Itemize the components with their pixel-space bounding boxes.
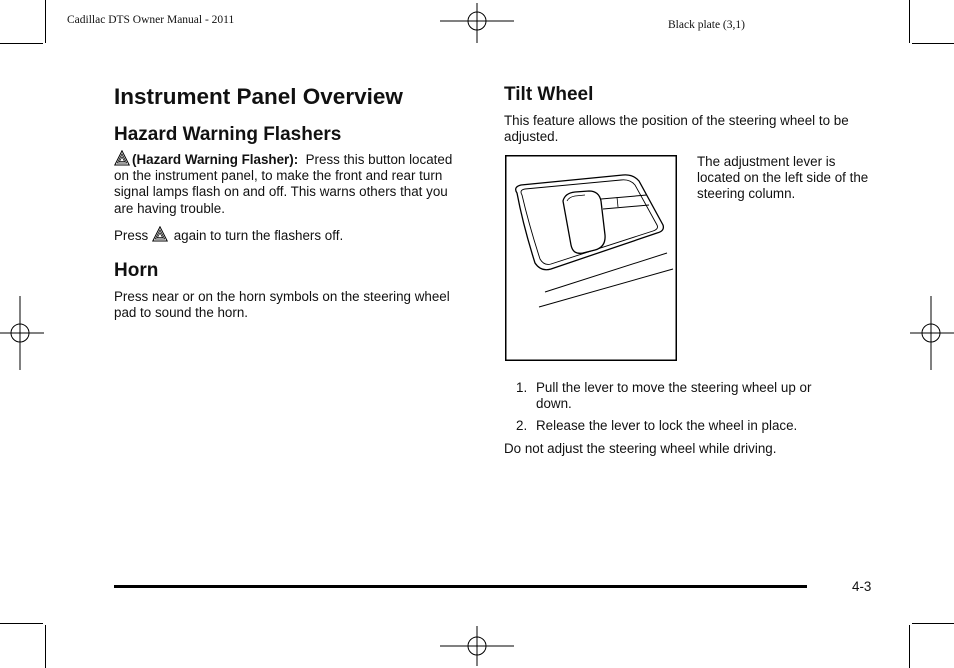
page-number: 4-3 xyxy=(852,579,872,594)
step-number: 1. xyxy=(516,380,528,395)
crop-mark xyxy=(45,0,46,43)
horn-heading: Horn xyxy=(114,260,159,281)
hazard-term: (Hazard Warning Flasher): xyxy=(132,152,299,167)
hazard-triangle-icon xyxy=(114,150,130,166)
footer-rule xyxy=(114,585,807,588)
step-2 xyxy=(504,418,834,434)
step-1 xyxy=(504,380,834,412)
crop-mark xyxy=(912,623,954,624)
tilt-intro: This feature allows the position of the steering wheel to be adjusted. xyxy=(504,113,849,145)
steering-column-illustration xyxy=(505,155,677,361)
hazard-description xyxy=(114,150,470,217)
page-title: Instrument Panel Overview xyxy=(114,84,403,109)
crop-mark xyxy=(909,0,910,43)
crop-mark xyxy=(0,623,43,624)
step-number: 2. xyxy=(516,418,528,433)
hazard-triangle-icon xyxy=(152,226,168,242)
registration-mark-left xyxy=(0,296,44,370)
step-text: Release the lever to lock the wheel in place. xyxy=(536,418,798,433)
illustration-caption: The adjustment lever is located on the left side of the steering column. xyxy=(697,154,869,202)
tilt-heading: Tilt Wheel xyxy=(504,84,594,105)
manual-title: Cadillac DTS Owner Manual - 2011 xyxy=(67,14,235,26)
hazard-press-again xyxy=(114,226,470,244)
registration-mark-bottom xyxy=(440,626,514,666)
plate-label: Black plate (3,1) xyxy=(668,19,745,31)
crop-mark xyxy=(0,43,43,44)
hazard-heading: Hazard Warning Flashers xyxy=(114,124,342,145)
crop-mark xyxy=(912,43,954,44)
crop-mark xyxy=(45,625,46,668)
horn-text: Press near or on the horn symbols on the steering wheel pad to sound the horn. xyxy=(114,289,450,321)
registration-mark-top xyxy=(440,3,514,43)
registration-mark-right xyxy=(910,296,954,370)
crop-mark xyxy=(909,625,910,668)
press-again-text: again to turn the flashers off. xyxy=(173,228,344,243)
hazard-desc-text: Press this button located on the instrument panel, to make the front and rear turn signal lamps flash on and off. This warns others that you are having trouble. xyxy=(114,152,453,216)
step-text: Pull the lever to move the steering wheel up or down. xyxy=(536,380,812,412)
tilt-warning: Do not adjust the steering wheel while driving. xyxy=(504,441,777,456)
press-word: Press xyxy=(114,228,149,243)
